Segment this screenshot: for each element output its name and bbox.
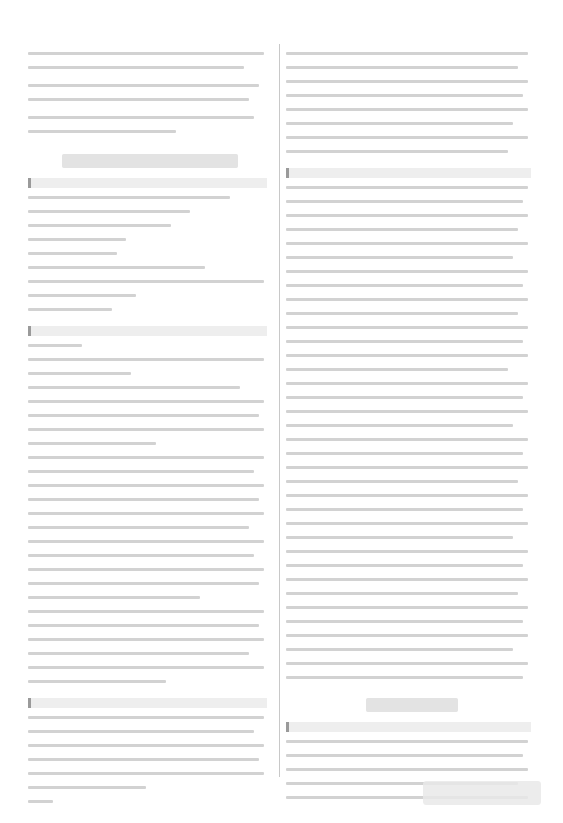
text-line (286, 424, 513, 427)
text-line (286, 94, 523, 97)
text-line (28, 196, 230, 199)
text-line (286, 52, 528, 55)
text-line (286, 564, 523, 567)
section-header (286, 168, 531, 178)
text-line (286, 452, 523, 455)
text-line (286, 150, 508, 153)
section-header (28, 698, 267, 708)
text-line (286, 186, 528, 189)
text-line (286, 368, 508, 371)
section-header (28, 178, 267, 188)
text-line (286, 522, 528, 525)
text-line (28, 386, 240, 389)
text-line (286, 136, 528, 139)
text-line (286, 200, 523, 203)
text-line (28, 526, 249, 529)
text-line (286, 550, 528, 553)
text-line (286, 662, 528, 665)
text-line (28, 638, 264, 641)
text-line (286, 108, 528, 111)
text-line (28, 98, 249, 101)
text-line (286, 242, 528, 245)
text-line (28, 652, 249, 655)
text-line (28, 596, 200, 599)
text-line (28, 624, 259, 627)
column-divider (279, 44, 280, 777)
text-line (28, 266, 205, 269)
text-line (28, 716, 264, 719)
text-line (28, 238, 126, 241)
text-line (28, 512, 264, 515)
text-line (286, 438, 528, 441)
text-line (286, 536, 513, 539)
text-line (28, 680, 166, 683)
text-line (28, 772, 264, 775)
section-title (366, 698, 458, 712)
text-line (28, 484, 264, 487)
text-line (28, 456, 264, 459)
text-line (28, 666, 264, 669)
section-header (286, 722, 531, 732)
section-title (62, 154, 238, 168)
text-line (286, 634, 528, 637)
text-line (286, 340, 523, 343)
text-line (286, 410, 528, 413)
text-line (28, 610, 264, 613)
text-line (28, 84, 259, 87)
text-line (286, 592, 518, 595)
text-line (286, 66, 518, 69)
text-line (286, 768, 528, 771)
text-line (286, 326, 528, 329)
text-line (28, 498, 259, 501)
text-line (286, 508, 523, 511)
text-line (28, 116, 254, 119)
text-line (286, 122, 513, 125)
text-line (286, 312, 518, 315)
text-line (28, 730, 254, 733)
section-header (28, 326, 267, 336)
text-line (28, 224, 171, 227)
right-column (286, 44, 538, 777)
text-line (286, 284, 523, 287)
text-line (28, 442, 156, 445)
text-line (28, 414, 259, 417)
text-line (28, 210, 190, 213)
text-line (286, 270, 528, 273)
left-column (28, 44, 274, 777)
text-line (286, 214, 528, 217)
watermark (423, 781, 541, 805)
text-line (286, 480, 518, 483)
text-line (286, 620, 523, 623)
text-line (28, 540, 264, 543)
text-line (28, 744, 264, 747)
text-line (28, 252, 117, 255)
text-line (28, 758, 259, 761)
text-line (28, 66, 244, 69)
text-line (286, 606, 528, 609)
text-line (28, 52, 264, 55)
text-line (286, 740, 528, 743)
text-line (286, 466, 528, 469)
text-line (286, 578, 528, 581)
text-line (286, 648, 513, 651)
text-line (28, 294, 136, 297)
text-line (28, 308, 112, 311)
text-line (286, 256, 513, 259)
text-line (286, 382, 528, 385)
text-line (28, 130, 176, 133)
text-line (286, 396, 523, 399)
text-line (28, 400, 264, 403)
text-line (28, 372, 131, 375)
text-line (286, 298, 528, 301)
text-line (286, 754, 523, 757)
text-line (28, 554, 254, 557)
text-line (286, 228, 518, 231)
text-line (286, 676, 523, 679)
text-line (28, 358, 264, 361)
text-line (286, 354, 528, 357)
text-line (28, 568, 264, 571)
text-line (28, 582, 259, 585)
text-line (28, 470, 254, 473)
text-line (28, 344, 82, 347)
text-line (28, 280, 264, 283)
text-line (286, 494, 528, 497)
text-line (286, 80, 528, 83)
text-line (28, 428, 264, 431)
